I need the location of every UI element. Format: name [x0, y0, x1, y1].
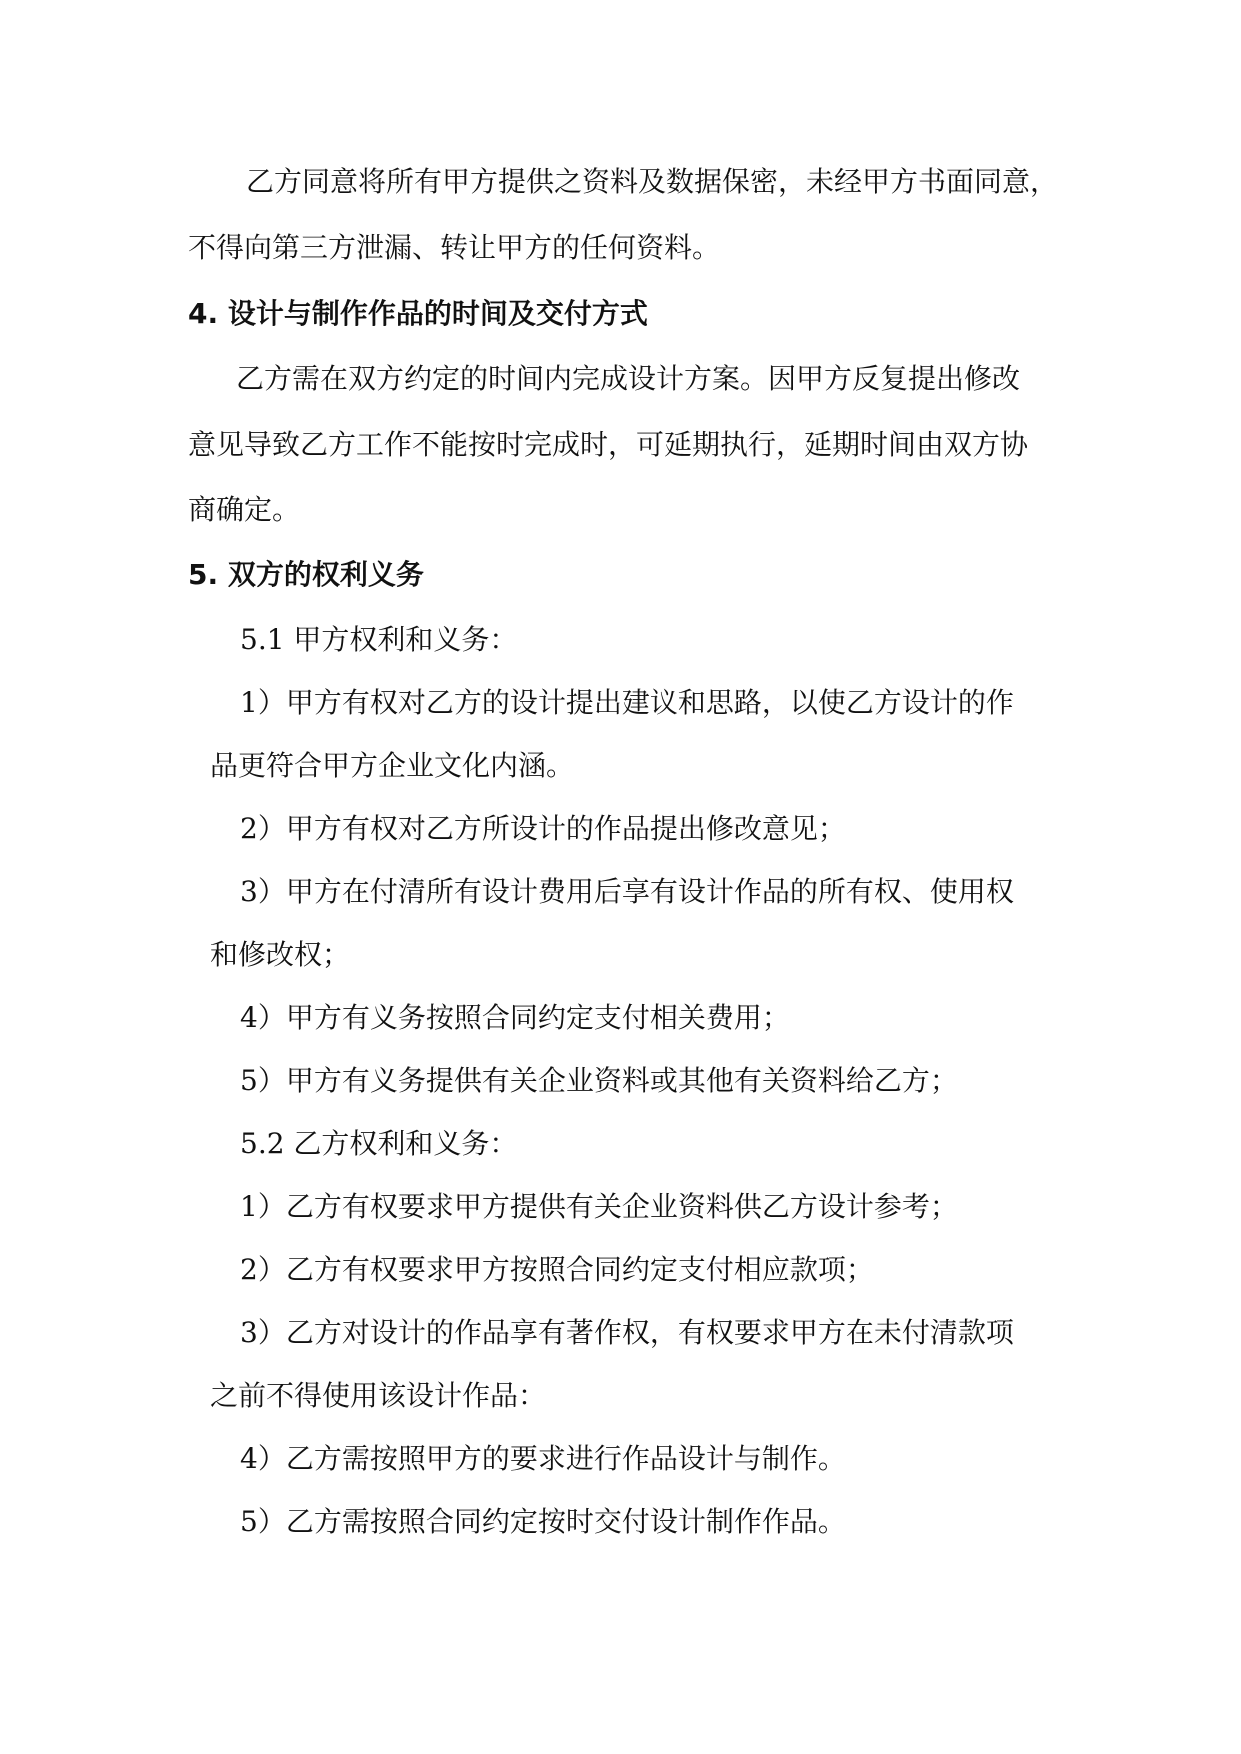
section-4-paragraph-line-2: 意见导致乙方工作不能按时完成时，可延期执行，延期时间由双方协: [188, 428, 1029, 461]
party-a-item-1-line-1: 1）甲方有权对乙方的设计提出建议和思路，以使乙方设计的作: [240, 686, 1014, 719]
confidentiality-line-1: 乙方同意将所有甲方提供之资料及数据保密，未经甲方书面同意，: [246, 165, 1059, 198]
section-4-paragraph-line-3: 商确定。: [188, 493, 301, 526]
party-a-item-3-line-1: 3）甲方在付清所有设计费用后享有设计作品的所有权、使用权: [240, 875, 1014, 908]
party-a-item-2: 2）甲方有权对乙方所设计的作品提出修改意见；: [240, 812, 846, 845]
section-4-heading: 4. 设计与制作作品的时间及交付方式: [188, 297, 648, 330]
party-a-title: 5.1 甲方权利和义务：: [240, 623, 518, 656]
confidentiality-line-2: 不得向第三方泄漏、转让甲方的任何资料。: [188, 231, 721, 264]
party-b-item-4: 4）乙方需按照甲方的要求进行作品设计与制作。: [240, 1442, 846, 1475]
party-b-item-5: 5）乙方需按照合同约定按时交付设计制作作品。: [240, 1505, 846, 1538]
party-a-item-5: 5）甲方有义务提供有关企业资料或其他有关资料给乙方；: [240, 1064, 958, 1097]
party-b-item-3-line-2: 之前不得使用该设计作品：: [210, 1379, 547, 1412]
party-b-title: 5.2 乙方权利和义务：: [240, 1127, 518, 1160]
party-a-item-1-line-2: 品更符合甲方企业文化内涵。: [210, 749, 575, 782]
party-b-item-2: 2）乙方有权要求甲方按照合同约定支付相应款项；: [240, 1253, 874, 1286]
section-5-heading: 5. 双方的权利义务: [188, 558, 424, 591]
party-a-item-3-line-2: 和修改权；: [210, 938, 351, 971]
party-b-item-1: 1）乙方有权要求甲方提供有关企业资料供乙方设计参考；: [240, 1190, 958, 1223]
party-b-item-3-line-1: 3）乙方对设计的作品享有著作权，有权要求甲方在未付清款项: [240, 1316, 1014, 1349]
party-a-item-4: 4）甲方有义务按照合同约定支付相关费用；: [240, 1001, 790, 1034]
section-4-paragraph-line-1: 乙方需在双方约定的时间内完成设计方案。因甲方反复提出修改: [236, 362, 1021, 395]
